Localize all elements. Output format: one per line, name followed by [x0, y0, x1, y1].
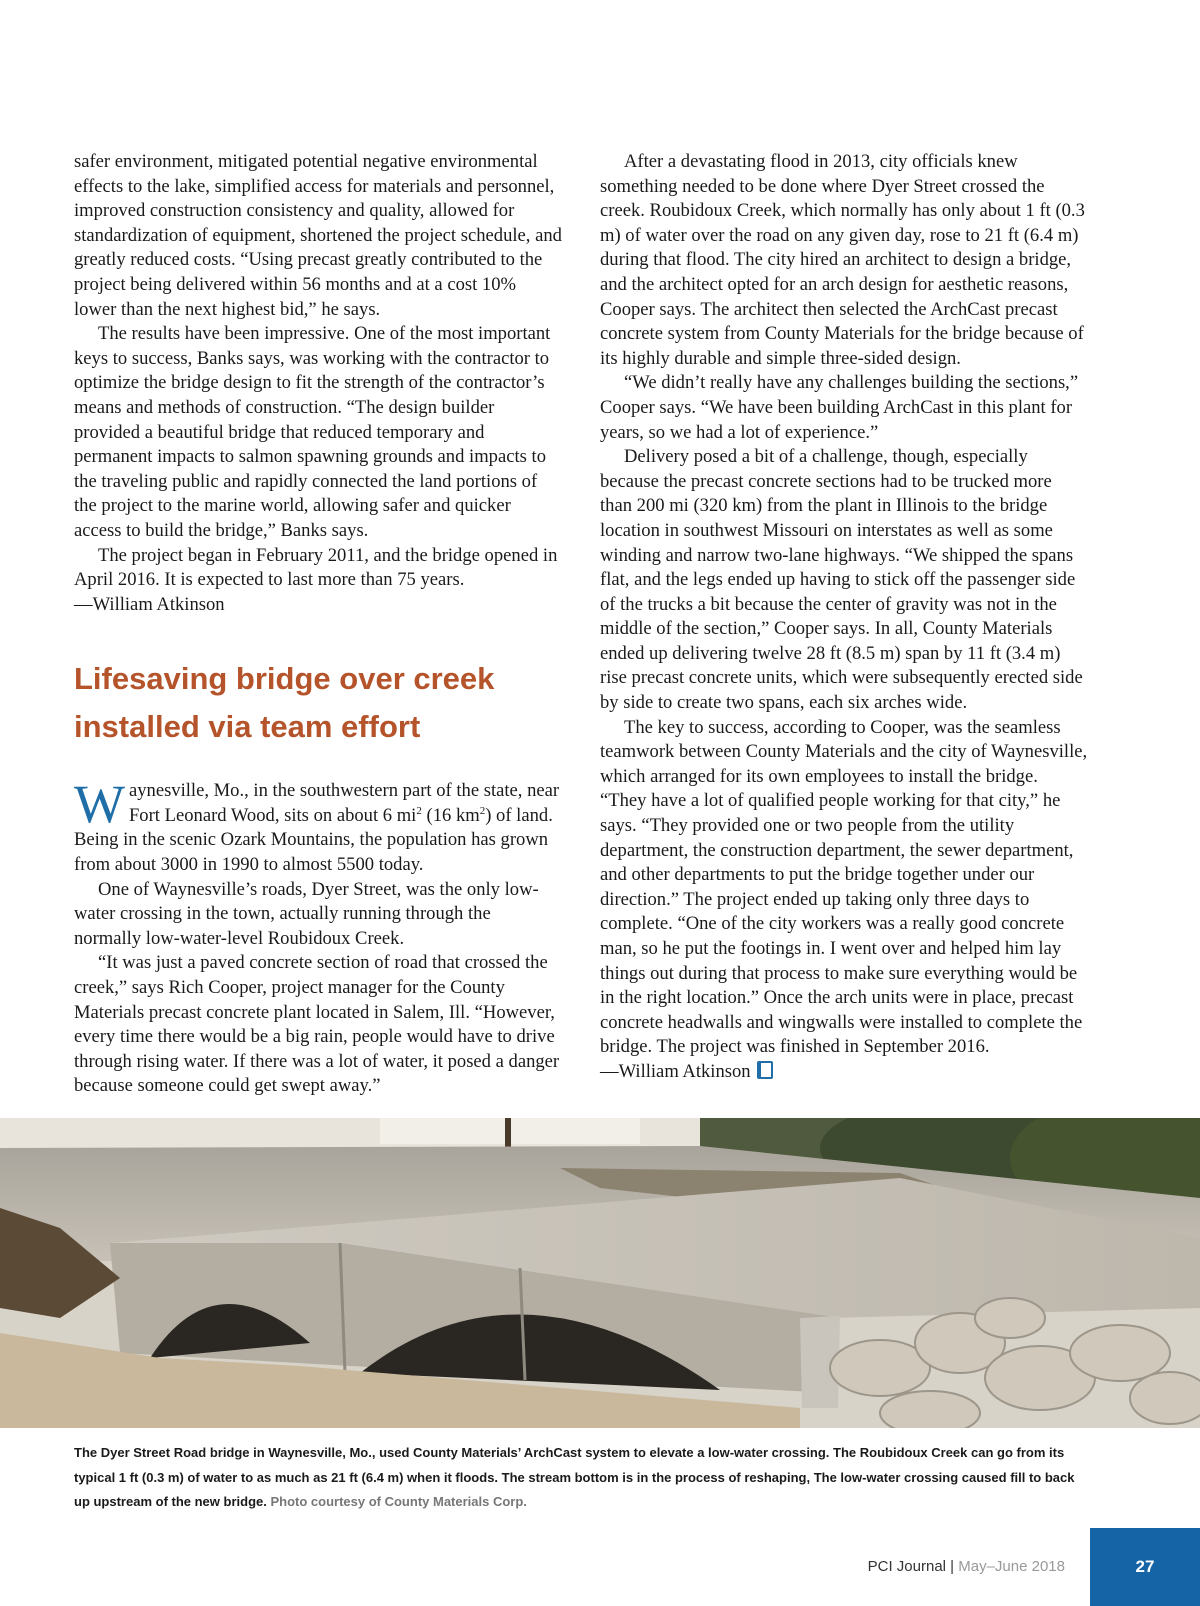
superscript: 2 — [416, 804, 422, 817]
right-column — [600, 150, 1088, 1085]
photo-credit: Photo courtesy of County Materials Corp. — [270, 1494, 527, 1509]
footer-journal-info — [868, 1558, 1065, 1575]
byline — [600, 1060, 1088, 1085]
footer-separator: | — [950, 1558, 955, 1575]
article-heading: Lifesaving bridge over creek installed via team effort — [74, 661, 495, 745]
pci-end-mark-icon — [757, 1061, 773, 1079]
body-paragraph: The results have been impressive. One of the most important keys to success, Banks says, was working with the contractor to optimize the bridge design to fit the strength of the contractor’s means and methods of construction. “The design builder provided a beautiful bridge that reduced temporary and permanent impacts to salmon spawning grounds and impacts to the traveling public and rapidly connected the land portions of the project to the marine world, allowing safer and quicker access to build the bridge,” Banks says. — [74, 323, 551, 541]
bridge-photo — [0, 1118, 1200, 1428]
journal-name: PCI Journal — [867, 1558, 946, 1575]
bridge-photo-illustration — [0, 1118, 1200, 1428]
body-paragraph: The project began in February 2011, and the bridge opened in April 2016. It is expected to last more than 75 years. — [74, 544, 558, 591]
byline: —William Atkinson — [74, 593, 225, 615]
lead-text: (16 km — [421, 804, 480, 826]
superscript: 2 — [479, 804, 486, 817]
byline-text: —William Atkinson — [600, 1060, 751, 1082]
page-number: 27 — [1090, 1528, 1200, 1606]
photo-caption — [74, 1441, 1090, 1515]
drop-cap: W — [74, 774, 125, 835]
body-paragraph: One of Waynesville’s roads, Dyer Street, was the only low-water crossing in the town, actually running through the normally low-water-level Roubidoux Creek. — [74, 878, 539, 949]
body-paragraph: Delivery posed a bit of a challenge, though, especially because the precast concrete sections had to be trucked more than 200 mi (320 km) from the plant in Illinois to the bridge location in southwest Missouri on interstates as well as some winding and narrow two-lane highways. “We shipped the spans flat, and the legs ended up having to stick off the passenger side of the trucks a bit because the center of gravity was not in the middle of the section,” Cooper says. In all, County Materials ended up delivering twelve 28 ft (8.5 m) span by 11 ft (3.4 m) rise precast concrete units, which were subsequently erected side by side to create two spans, each six arches wide. — [600, 446, 1083, 714]
lead-paragraph — [74, 774, 562, 877]
lead-text: ) of land. Being in the scenic Ozark Mountains, the population has grown from about 3000 in 1990 to almost 5500 today. — [74, 804, 553, 876]
body-paragraph: “It was just a paved concrete section of road that crossed the creek,” says Rich Cooper, project manager for the County Materials precast concrete plant located in Salem, Ill. “However, every time there would be a big rain, people would have to drive through rising water. If there was a lot of water, it posed a danger because someone could get swept away.” — [74, 952, 560, 1097]
lead-text: aynesville, Mo., in the southwestern part of the state, near Fort Leonard Wood, sits on about 6 mi — [128, 780, 560, 826]
body-paragraph: safer environment, mitigated potential negative environmental effects to the lake, simplified access for materials and personnel, improved construction consistency and quality, allowed for standardization of equipment, shortened the project schedule, and greatly reduced costs. “Using precast greatly contributed to the project being delivered within 56 months and at a cost 10% lower than the next highest bid,” he says. — [74, 151, 562, 320]
body-paragraph: “We didn’t really have any challenges building the sections,” Cooper says. “We have been building ArchCast in this plant for years, so we had a lot of experience.” — [600, 372, 1079, 443]
caption-text: The Dyer Street Road bridge in Waynesville, Mo., used County Materials’ ArchCast system to elevate a low-water crossing. The Roubidoux Creek can go from its typical 1 ft (0.3 m) of water to as much as 21 ft (6.4 m) when it floods. The stream bottom is in the process of reshaping, The low-water crossing caused fill to back up upstream of the new bridge. — [74, 1445, 1075, 1509]
issue-date: May–June 2018 — [958, 1558, 1065, 1575]
body-paragraph: The key to success, according to Cooper, was the seamless teamwork between County Materials and the city of Waynesville, which arranged for its own employees to install the bridge. “They have a lot of qualified people working for that city,” he says. “They provided one or two people from the utility department, the construction department, the sewer department, and other departments to put the bridge together under our direction.” The project ended up taking only three days to complete. “One of the city workers was a really good concrete man, so he put the footings in. I went over and helped him lay things out during that process to make sure everything would be in the right location.” Once the arch units were in place, precast concrete headwalls and wingwalls were installed to complete the bridge. The project was finished in September 2016. — [600, 716, 1088, 1058]
body-paragraph: After a devastating flood in 2013, city officials knew something needed to be done where Dyer Street crossed the creek. Roubidoux Creek, which normally has only about 1 ft (0.3 m) of water over the road on any given day, rose to 21 ft (6.4 m) during that flood. The city hired an architect to design a bridge, and the architect opted for an arch design for aesthetic reasons, Cooper says. The architect then selected the ArchCast precast concrete system from County Materials for the bridge because of its highly durable and simple three-sided design. — [600, 151, 1085, 369]
left-column — [74, 150, 562, 1099]
